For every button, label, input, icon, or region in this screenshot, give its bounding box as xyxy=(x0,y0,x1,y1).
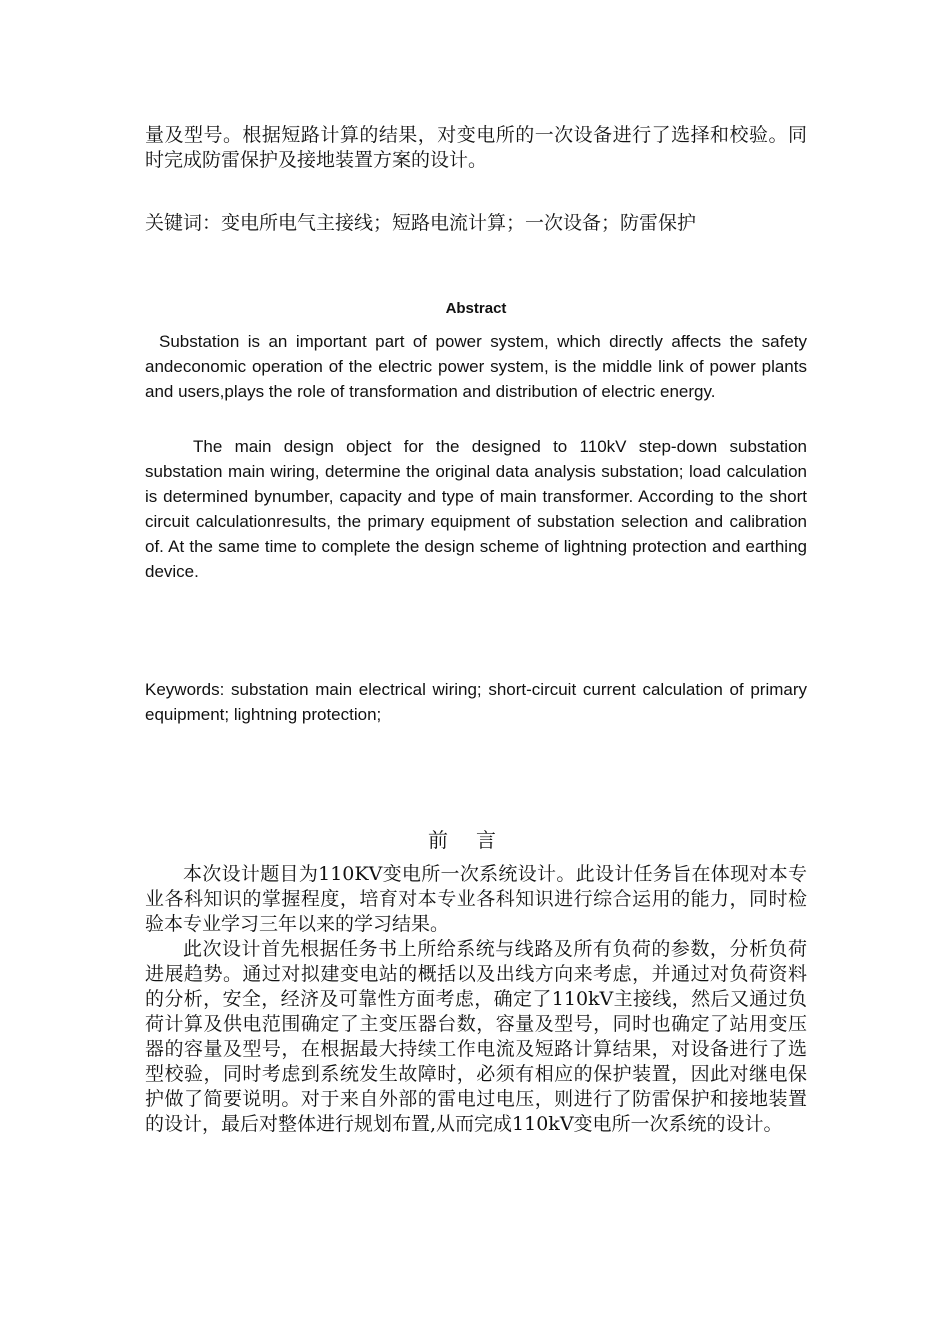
chinese-keywords: 关键词：变电所电气主接线；短路电流计算；一次设备；防雷保护 xyxy=(145,212,697,234)
preface-title: 前言 xyxy=(428,828,524,852)
abstract-title: Abstract xyxy=(445,300,507,317)
abstract-paragraph-1: Substation is an important part of power system, which directly affects the safety andeconomic operation of the electric power system, is the middle link of power plants and users,plays the role of transformation and distribution of electric energy. xyxy=(145,332,807,401)
keywords-label: Keywords: xyxy=(145,680,225,699)
preface-paragraph-1: 本次设计题目为110KV变电所一次系统设计。此设计任务旨在体现对本专业各科知识的掌握程度，培育对本专业各科知识进行综合运用的能力，同时检验本专业学习三年以来的学习结果。 xyxy=(145,863,807,935)
chinese-abstract-tail: 量及型号。根据短路计算的结果，对变电所的一次设备进行了选择和校验。同时完成防雷保护及接地装置方案的设计。 xyxy=(145,124,807,171)
keywords-text: substation main electrical wiring; short-circuit current calculation of primary equipment; lightning protection; xyxy=(145,680,807,724)
preface-paragraph-2: 此次设计首先根据任务书上所给系统与线路及所有负荷的参数，分析负荷进展趋势。通过对拟建变电站的概括以及出线方向来考虑，并通过对负荷资料的分析，安全，经济及可靠性方面考虑，确定了110kV主接线，然后又通过负荷计算及供电范围确定了主变压器台数，容量及型号，同时也确定了站用变压器的容量及型号，在根据最大持续工作电流及短路计算结果，对设备进行了选型校验，同时考虑到系统发生故障时，必须有相应的保护装置，因此对继电保护做了简要说明。对于来自外部的雷电过电压，则进行了防雷保护和接地装置的设计，最后对整体进行规划布置,从而完成110kV变电所一次系统的设计。 xyxy=(145,938,807,1135)
abstract-paragraph-2: The main design object for the designed to 110kV step-down substation substation main wiring, determine the original data analysis substation; load calculation is determined bynumber, capacity and type of main transformer. According to the short circuit calculationresults, the primary equipment of substation selection and calibration of. At the same time to complete the design scheme of lightning protection and earthing device. xyxy=(145,437,807,581)
english-keywords xyxy=(145,677,807,727)
